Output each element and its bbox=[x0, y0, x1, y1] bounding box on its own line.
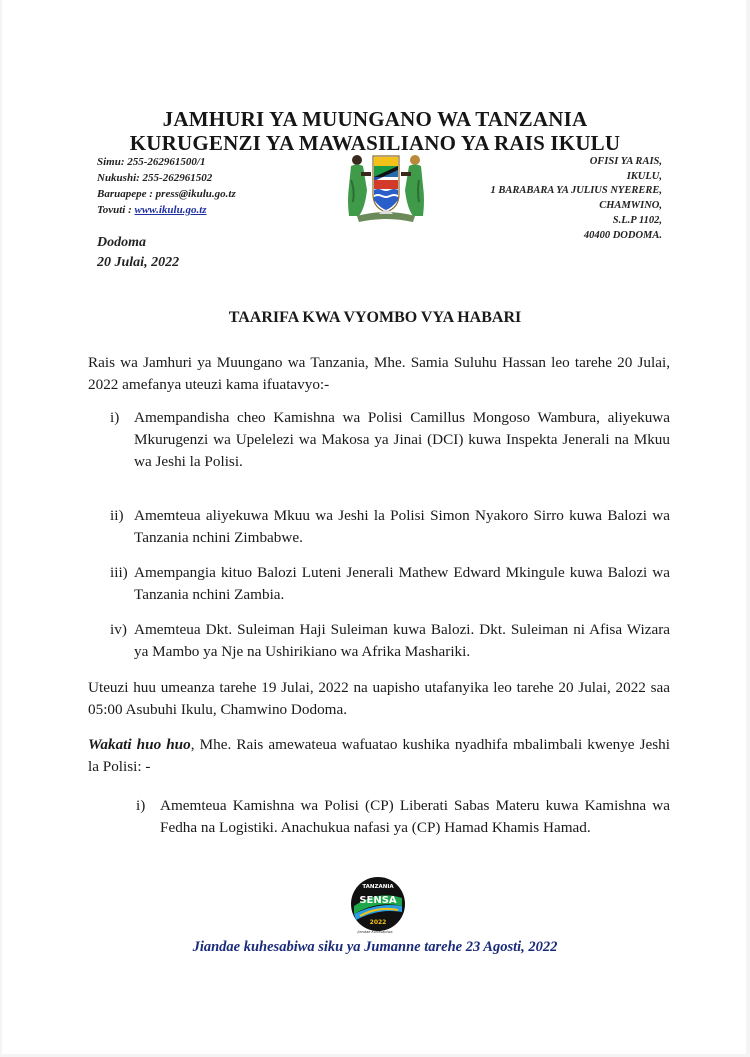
address-block bbox=[491, 155, 662, 243]
shield-icon bbox=[373, 156, 399, 212]
appointment-item bbox=[110, 407, 670, 473]
police-appointment-number: i) bbox=[136, 797, 146, 814]
police-intro-emphasis: Wakati huo huo bbox=[88, 736, 191, 753]
address-line: OFISI YA RAIS, bbox=[589, 156, 662, 167]
letterhead-title-line2: KURUGENZI YA MAWASILIANO YA RAIS IKULU bbox=[129, 131, 621, 155]
right-figure-icon bbox=[401, 155, 424, 216]
police-intro-paragraph bbox=[88, 734, 670, 778]
appointment-item bbox=[110, 562, 670, 606]
appointment-text: Amemteua Dkt. Suleiman Haji Suleiman kuwa Balozi. Dkt. Suleiman ni Afisa Wizara ya Mambo ya Nje na Ushirikiano wa Afrika Mashariki. bbox=[134, 621, 670, 660]
census-logo bbox=[350, 876, 406, 932]
appointment-number: ii) bbox=[110, 507, 124, 524]
swearing-in-paragraph: Uteuzi huu umeanza tarehe 19 Julai, 2022 na uapisho utafanyika leo tarehe 20 Julai, 2022 saa 05:00 Asubuhi Ikulu, Chamwino Dodoma. bbox=[88, 679, 670, 718]
census-logo-year-text: 2022 bbox=[369, 919, 387, 926]
census-logo-top-text: TANZANIA bbox=[362, 884, 394, 890]
address-line: 1 BARABARA YA JULIUS NYERERE, bbox=[490, 185, 662, 197]
census-logo-motto: Jiandae Kuhesabiwa bbox=[357, 930, 393, 934]
police-appointment-item bbox=[136, 795, 670, 839]
contact-website-label: Tovuti : bbox=[97, 204, 135, 216]
document-heading: TAARIFA KWA VYOMBO VYA HABARI bbox=[228, 309, 522, 326]
left-figure-icon bbox=[348, 155, 371, 216]
census-logo-main-text: SENSA bbox=[359, 895, 397, 906]
coat-of-arms-emblem bbox=[343, 150, 429, 226]
appointment-item bbox=[110, 505, 670, 549]
footer-slogan: Jiandae kuhesabiwa siku ya Jumanne tarehe 23 Agosti, 2022 bbox=[192, 939, 558, 955]
address-line: S.L.P 1102, bbox=[612, 214, 662, 226]
contact-phone: Simu: 255-262961500/1 bbox=[97, 156, 206, 168]
appointment-number: i) bbox=[110, 409, 120, 426]
address-line: CHAMWINO, bbox=[599, 200, 662, 212]
address-line: IKULU, bbox=[626, 170, 662, 182]
appointment-text: Amempangia kituo Balozi Luteni Jenerali Mathew Edward Mkingule kuwa Balozi wa Tanzania nchini Zambia. bbox=[134, 564, 670, 603]
appointment-text: Amempandisha cheo Kamishna wa Polisi Camillus Mongoso Wambura, aliyekuwa Mkurugenzi wa Upelelezi wa Makosa ya Jinai (DCI) kuwa Inspekta Jenerali na Mkuu wa Jeshi la Polisi. bbox=[134, 409, 670, 470]
place-date-block bbox=[97, 233, 179, 273]
letterhead-title-line1: JAMHURI YA MUUNGANO WA TANZANIA bbox=[162, 107, 588, 131]
place: Dodoma bbox=[97, 235, 146, 250]
address-line: 40400 DODOMA. bbox=[583, 229, 662, 241]
appointment-number: iii) bbox=[110, 564, 128, 581]
contact-fax: Nukushi: 255-262961502 bbox=[97, 172, 213, 184]
contact-website-row bbox=[97, 202, 236, 218]
date: 20 Julai, 2022 bbox=[97, 255, 180, 270]
appointment-item bbox=[110, 619, 670, 663]
website-link[interactable]: www.ikulu.go.tz bbox=[134, 204, 207, 216]
intro-paragraph: Rais wa Jamhuri ya Muungano wa Tanzania, Mhe. Samia Suluhu Hassan leo tarehe 20 Julai, 2022 amefanya uteuzi kama ifuatavyo:- bbox=[88, 354, 670, 393]
police-appointment-text: Amemteua Kamishna wa Polisi (CP) Liberati Sabas Materu kuwa Kamishna wa Fedha na Logistiki. Anachukua nafasi ya (CP) Hamad Khamis Hamad. bbox=[160, 797, 670, 836]
police-intro-text: , Mhe. Rais amewateua wafuatao kushika nyadhifa mbalimbali kwenye Jeshi la Polisi: - bbox=[88, 736, 670, 775]
appointment-text: Amemteua aliyekuwa Mkuu wa Jeshi la Polisi Simon Nyakoro Sirro kuwa Balozi wa Tanzania nchini Zimbabwe. bbox=[134, 507, 670, 546]
contact-email: Baruapepe : press@ikulu.go.tz bbox=[97, 188, 236, 200]
contact-block bbox=[97, 154, 236, 218]
appointment-number: iv) bbox=[110, 621, 127, 638]
